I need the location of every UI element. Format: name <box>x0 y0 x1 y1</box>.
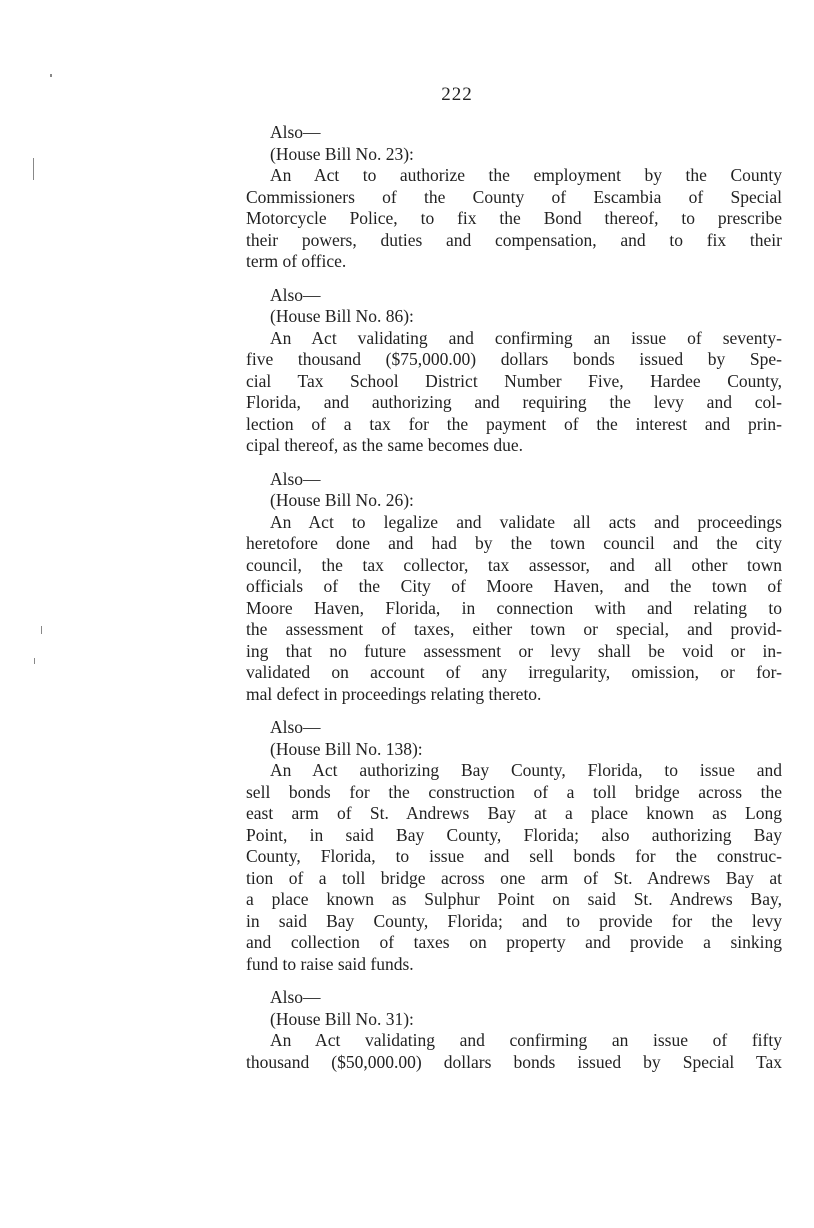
text-line: An Act validating and confirming an issue of fifty <box>270 1030 782 1050</box>
bill-number: (House Bill No. 31): <box>270 1008 414 1029</box>
text-line: Motorcycle Police, to fix the Bond thereof, to prescribe <box>246 208 782 228</box>
bill-entry <box>246 122 782 273</box>
text-line: mal defect in proceedings relating thereto. <box>246 683 542 704</box>
also-heading: Also— <box>270 122 321 142</box>
text-line: thousand ($50,000.00) dollars bonds issued by Special Tax <box>246 1051 782 1072</box>
text-line: An Act authorizing Bay County, Florida, to issue and <box>270 760 782 780</box>
text-line: tion of a toll bridge across one arm of St. Andrews Bay at <box>246 867 782 888</box>
text-line: sell bonds for the construction of a toll bridge across the <box>246 781 782 802</box>
page-number: 222 <box>441 84 473 105</box>
scan-speck <box>41 626 42 634</box>
text-line: in said Bay County, Florida; and to provide for the levy <box>246 910 782 931</box>
bill-entry <box>246 285 782 457</box>
text-line: cipal thereof, as the same becomes due. <box>246 435 523 455</box>
also-heading: Also— <box>270 987 321 1007</box>
scan-speck <box>34 658 35 664</box>
text-line: officials of the City of Moore Haven, and the town of <box>246 576 782 596</box>
text-line: east arm of St. Andrews Bay at a place known as Long <box>246 803 782 823</box>
text-line: council, the tax collector, tax assessor, and all other town <box>246 554 782 575</box>
text-line: lection of a tax for the payment of the interest and prin- <box>246 413 782 434</box>
bill-entry <box>246 469 782 706</box>
text-line: validated on account of any irregularity, omission, or for- <box>246 662 782 682</box>
bill-number: (House Bill No. 86): <box>270 306 414 326</box>
text-line: five thousand ($75,000.00) dollars bonds issued by Spe- <box>246 349 782 369</box>
also-heading: Also— <box>270 717 321 737</box>
text-line: ing that no future assessment or levy shall be void or in- <box>246 640 782 661</box>
text-line: Point, in said Bay County, Florida; also authorizing Bay <box>246 824 782 845</box>
text-line: heretofore done and had by the town council and the city <box>246 533 782 553</box>
text-line: Commissioners of the County of Escambia of Special <box>246 186 782 207</box>
also-heading: Also— <box>270 284 321 305</box>
bill-number: (House Bill No. 138): <box>270 738 423 759</box>
text-line: their powers, duties and compensation, and to fix their <box>246 229 782 250</box>
text-line: Florida, and authorizing and requiring the levy and col- <box>246 392 782 412</box>
text-line: Moore Haven, Florida, in connection with and relating to <box>246 597 782 618</box>
text-line: cial Tax School District Number Five, Hardee County, <box>246 370 782 391</box>
scan-speck <box>33 158 34 180</box>
scan-speck <box>50 74 52 77</box>
text-line: An Act to authorize the employment by the County <box>270 165 782 185</box>
text-line: the assessment of taxes, either town or special, and provid- <box>246 619 782 639</box>
also-heading: Also— <box>270 468 321 489</box>
text-line: An Act validating and confirming an issue of seventy- <box>270 327 782 348</box>
text-line: and collection of taxes on property and provide a sinking <box>246 932 782 952</box>
bill-entry <box>246 717 782 975</box>
document-body <box>246 122 782 1085</box>
text-line: An Act to legalize and validate all acts and proceedings <box>270 511 782 532</box>
text-line: term of office. <box>246 251 347 271</box>
text-line: a place known as Sulphur Point on said St. Andrews Bay, <box>246 889 782 909</box>
bill-number: (House Bill No. 23): <box>270 143 414 164</box>
bill-number: (House Bill No. 26): <box>270 490 414 510</box>
text-line: fund to raise said funds. <box>246 953 414 974</box>
text-line: County, Florida, to issue and sell bonds for the construc- <box>246 846 782 866</box>
bill-entry <box>246 987 782 1073</box>
